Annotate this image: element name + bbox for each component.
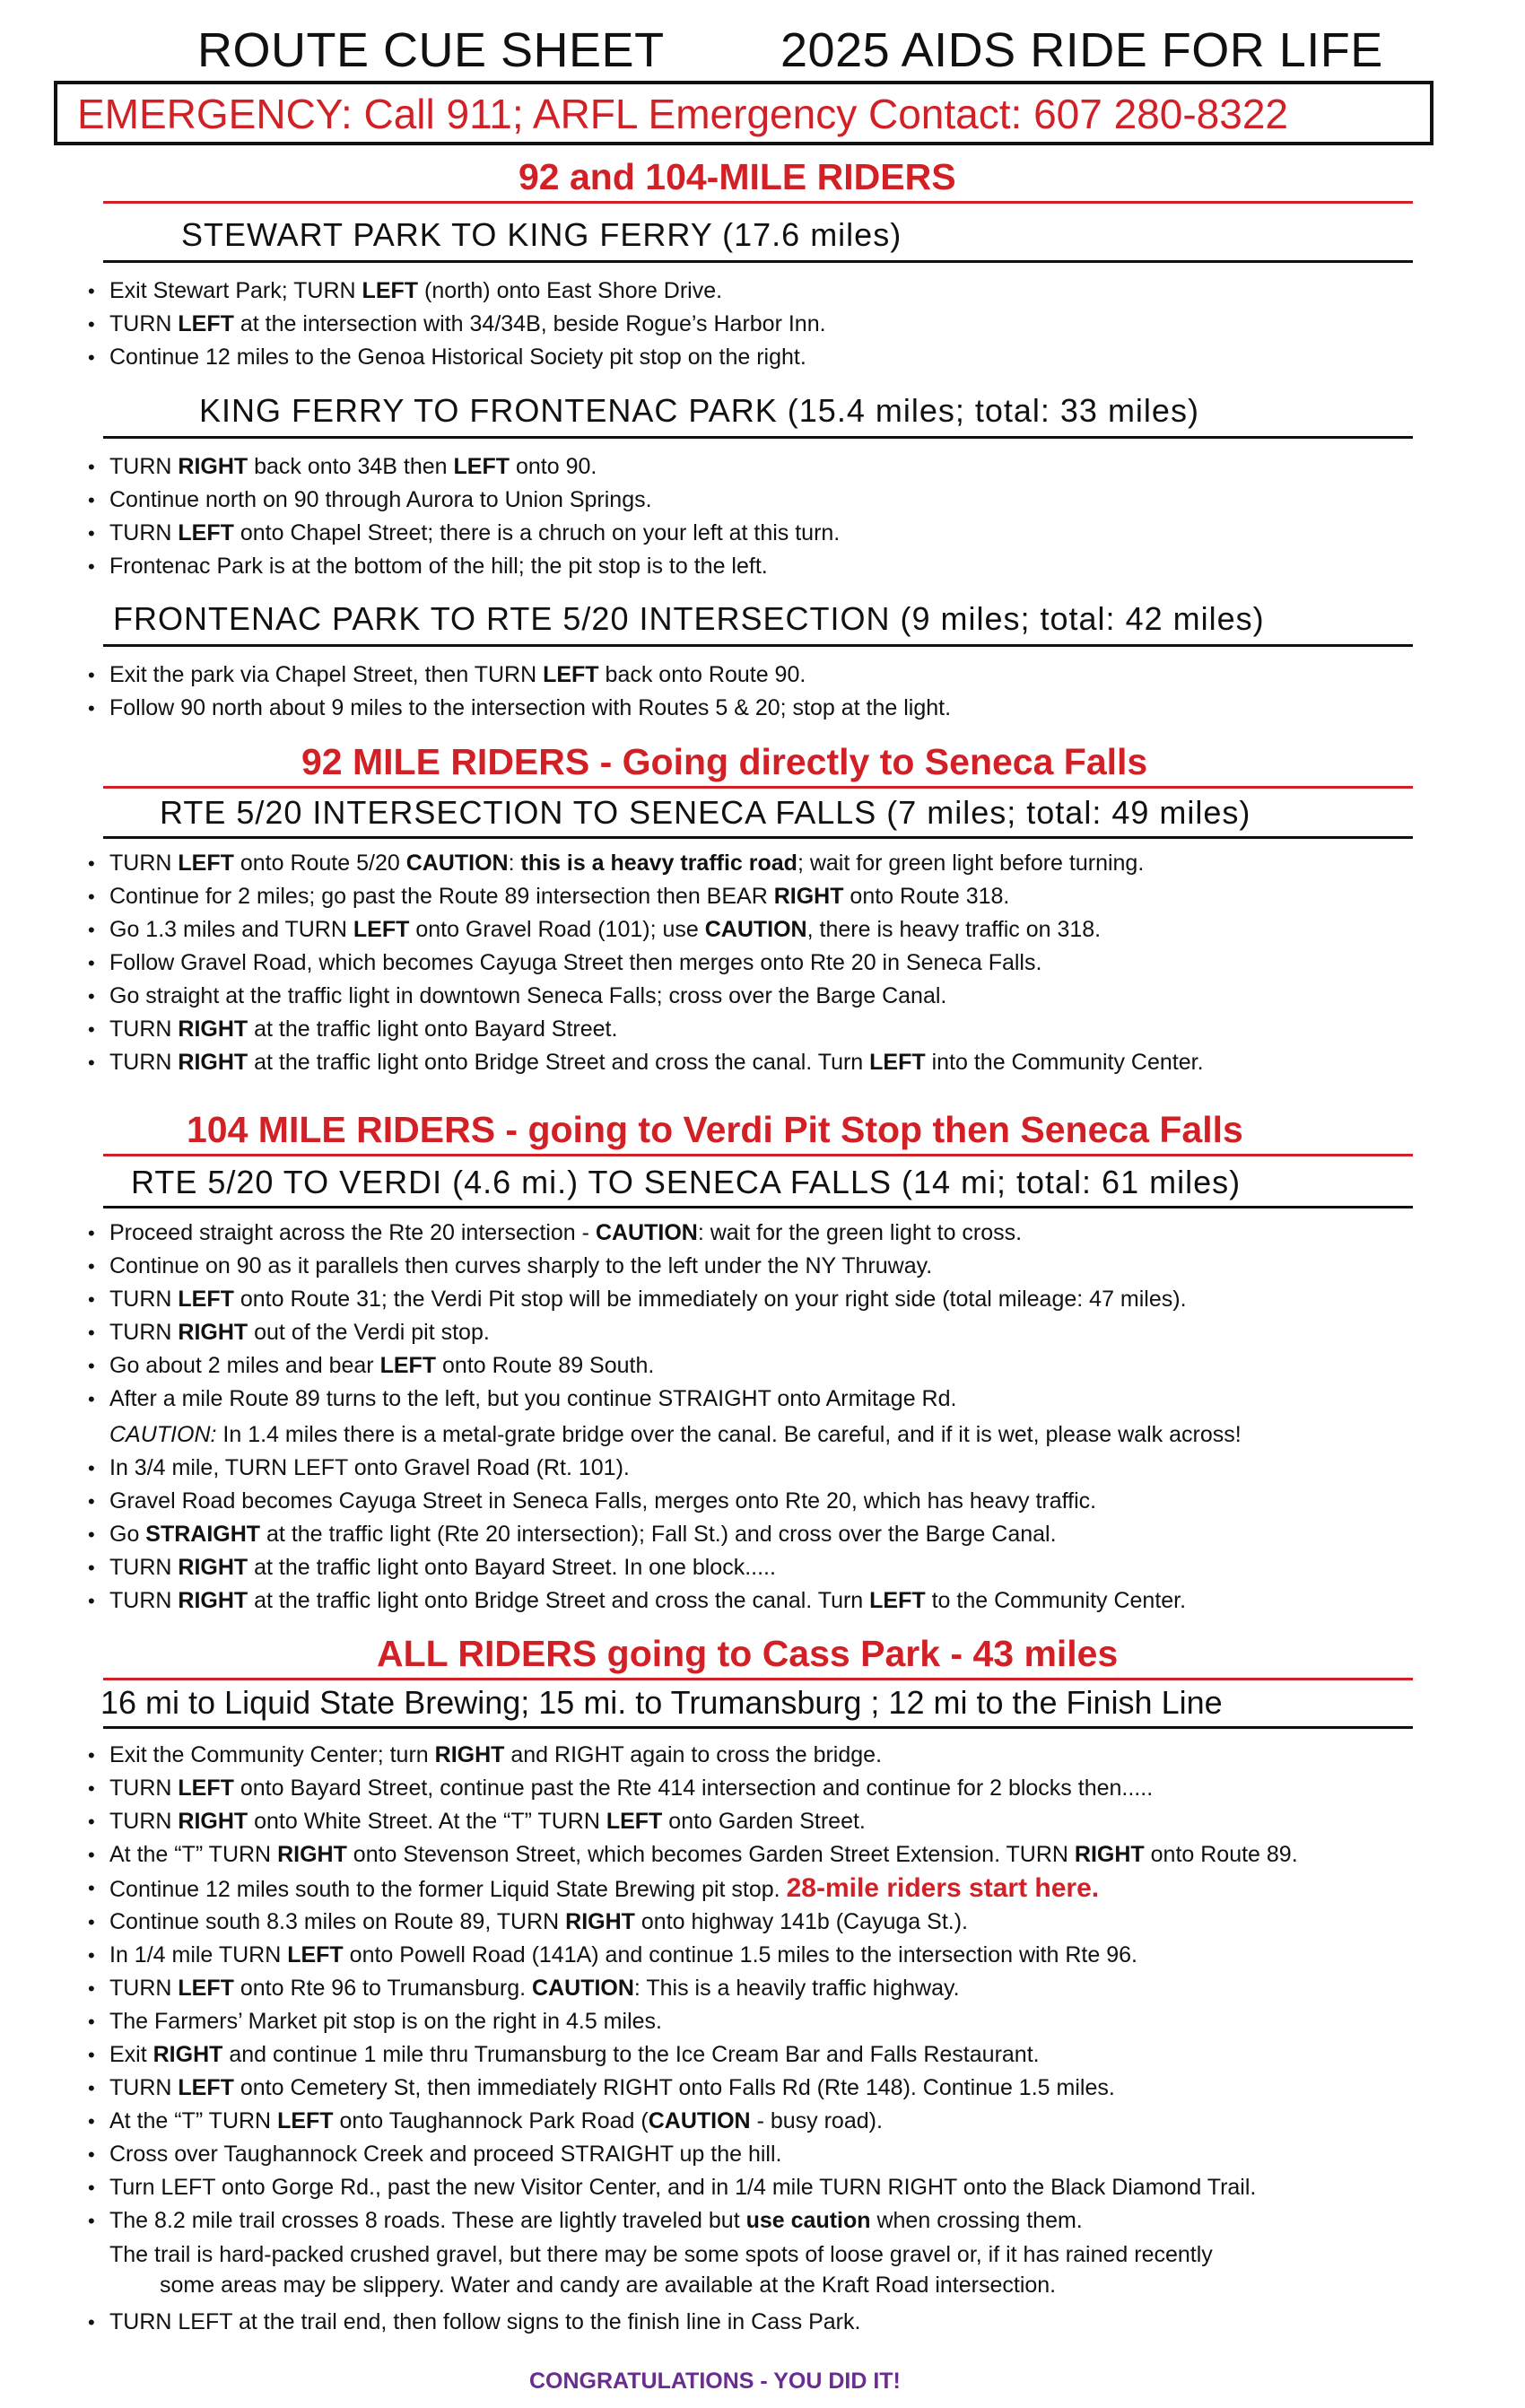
list-item	[88, 2306, 860, 2339]
list-item	[88, 1383, 1187, 1416]
bold-term: LEFT	[869, 1588, 926, 1613]
list-item	[88, 913, 1204, 947]
list-item	[88, 659, 951, 692]
bold-term: RIGHT	[434, 1742, 505, 1767]
list-item	[88, 450, 840, 484]
cue-text: - busy road).	[750, 2108, 883, 2133]
cue-text: (north) onto East Shore Drive.	[418, 278, 723, 303]
list-item	[88, 947, 1204, 980]
cue-text: Go straight at the traffic light in downtown Seneca Falls; cross over the Barge Canal.	[109, 983, 947, 1008]
cue-text: onto Route 31; the Verdi Pit stop will be immediately on your right side (total mileage: 47 miles).	[233, 1287, 1187, 1312]
bold-term: CAUTION	[405, 851, 509, 876]
cue-text: TURN	[109, 1555, 179, 1580]
cue-text: The Farmers’ Market pit stop is on the right in 4.5 miles.	[109, 2009, 662, 2034]
cue-list-last	[88, 2306, 860, 2339]
cue-text: TURN	[109, 1775, 179, 1801]
list-item	[88, 275, 826, 308]
cue-text: : This is a heavily traffic highway.	[633, 1976, 960, 2001]
cue-text: back onto 34B then	[248, 454, 454, 479]
bold-term: RIGHT	[565, 1909, 635, 1934]
list-item	[88, 1871, 1099, 1906]
cue-text: Continue south 8.3 miles on Route 89, TURN	[109, 1909, 566, 1934]
list-item	[88, 980, 1204, 1013]
black-rule	[103, 1206, 1413, 1208]
list-item	[88, 1584, 1186, 1618]
bold-term: RIGHT	[178, 454, 248, 479]
cue-text: ; wait for green light before turning.	[797, 851, 1145, 876]
cue-text: In 3/4 mile, TURN LEFT onto Gravel Road (Rt. 101).	[109, 1455, 630, 1480]
list-item	[88, 1250, 1187, 1283]
cue-text: TURN	[109, 1588, 179, 1613]
cue-text: and RIGHT again to cross the bridge.	[504, 1742, 883, 1767]
cue-text: Follow Gravel Road, which becomes Cayuga Street then merges onto Rte 20 in Seneca Falls.	[109, 950, 1042, 975]
sheet-title	[0, 23, 1525, 77]
list-item	[88, 1551, 1186, 1584]
cue-text: Frontenac Park is at the bottom of the hill; the pit stop is to the left.	[109, 554, 768, 579]
list-item	[88, 308, 826, 341]
cue-list-s2	[88, 450, 840, 583]
cue-text: At the “T” TURN	[109, 1842, 278, 1867]
list-item	[88, 1805, 1298, 1838]
list-item	[88, 2005, 1256, 2038]
caution-note	[88, 1419, 1242, 1450]
bold-term: RIGHT	[1074, 1842, 1145, 1867]
bold-term: RIGHT	[773, 884, 844, 909]
cue-list-s5b	[88, 1452, 1186, 1618]
bold-term: RIGHT	[277, 1842, 347, 1867]
cue-text: out of the Verdi pit stop.	[248, 1320, 490, 1345]
cue-text: onto Chapel Street; there is a chruch on your left at this turn.	[233, 520, 841, 545]
cue-text: TURN	[109, 1050, 179, 1075]
cue-text: Continue on 90 as it parallels then curves sharply to the left under the NY Thruway.	[109, 1253, 933, 1278]
cue-text: TURN	[109, 520, 179, 545]
cue-text: onto Stevenson Street, which becomes Garden Street Extension. TURN	[346, 1842, 1075, 1867]
cue-text: to the Community Center.	[925, 1588, 1187, 1613]
list-item	[88, 1772, 1298, 1805]
cue-text: onto Gravel Road (101); use	[409, 917, 705, 942]
cue-text: at the traffic light onto Bridge Street and cross the canal. Turn	[248, 1588, 870, 1613]
caution-text: In 1.4 miles there is a metal-grate bridge over the canal. Be careful, and if it is wet, please walk across!	[216, 1422, 1242, 1447]
cue-text: In 1/4 mile TURN	[109, 1942, 288, 1967]
title-left: ROUTE CUE SHEET	[197, 23, 665, 77]
bold-term: LEFT	[353, 917, 410, 942]
list-item	[88, 1972, 1256, 2005]
list-item	[88, 1518, 1186, 1551]
caution-label: CAUTION:	[109, 1422, 217, 1447]
cue-text: onto Garden Street.	[662, 1809, 866, 1834]
list-item	[88, 517, 840, 550]
bold-term: RIGHT	[178, 1555, 248, 1580]
cue-text: onto Route 89 South.	[436, 1353, 655, 1378]
cue-text: Go	[109, 1522, 146, 1547]
cue-text: onto 90.	[510, 454, 597, 479]
cue-text: onto Cemetery St, then immediately RIGHT onto Falls Rd (Rte 148). Continue 1.5 miles.	[233, 2075, 1115, 2100]
list-item	[88, 1838, 1298, 1871]
bold-term: RIGHT	[178, 1016, 248, 1042]
cue-text: The 8.2 mile trail crosses 8 roads. These are lightly traveled but	[109, 2208, 746, 2233]
cue-text: at the intersection with 34/34B, beside Rogue’s Harbor Inn.	[233, 311, 826, 336]
trail-line-2: The trail is hard-packed crushed gravel, but there may be some spots of loose gravel or, if it has rained recently	[109, 2242, 1213, 2267]
red-rule	[103, 1678, 1413, 1680]
list-item	[88, 1485, 1186, 1518]
cue-text: onto Bayard Street, continue past the Rte 414 intersection and continue for 2 blocks then.....	[233, 1775, 1154, 1801]
bold-term: LEFT	[178, 1976, 234, 2001]
cue-text: onto Rte 96 to Trumansburg.	[233, 1976, 533, 2001]
cue-text: Follow 90 north about 9 miles to the intersection with Routes 5 & 20; stop at the light.	[109, 695, 952, 720]
black-rule	[103, 1726, 1413, 1729]
list-item	[88, 692, 951, 725]
cue-text: onto Route 89.	[1144, 1842, 1298, 1867]
list-item	[88, 1217, 1187, 1250]
cue-text: TURN	[109, 851, 179, 876]
bold-term: RIGHT	[152, 2042, 223, 2067]
bold-term: LEFT	[178, 851, 234, 876]
cue-text: Continue for 2 miles; go past the Route 89 intersection then BEAR	[109, 884, 774, 909]
cue-text: TURN	[109, 1976, 179, 2001]
cue-text: at the traffic light (Rte 20 intersection); Fall St.) and cross over the Barge Canal.	[260, 1522, 1057, 1547]
bold-term: LEFT	[178, 1775, 234, 1801]
list-item	[88, 1939, 1256, 1972]
list-item	[88, 2204, 1256, 2238]
subhead-frontenac-rte520: FRONTENAC PARK TO RTE 5/20 INTERSECTION (9 miles; total: 42 miles)	[113, 600, 1265, 637]
list-item	[88, 2038, 1256, 2072]
cue-list-s4	[88, 847, 1204, 1079]
cue-text: TURN	[109, 454, 179, 479]
cue-text: Continue north on 90 through Aurora to Union Springs.	[109, 487, 652, 512]
bold-term: LEFT	[379, 1353, 437, 1378]
list-item	[88, 1283, 1187, 1316]
cue-text: , there is heavy traffic on 318.	[806, 917, 1102, 942]
cue-text: TURN	[109, 2075, 179, 2100]
brewing-cue: Continue 12 miles south to the former Liquid State Brewing pit stop.	[109, 1877, 780, 1902]
heading-all-riders: ALL RIDERS going to Cass Park - 43 miles	[377, 1633, 1119, 1674]
title-right: 2025 AIDS RIDE FOR LIFE	[780, 23, 1383, 77]
subhead-cass-park: 16 mi to Liquid State Brewing; 15 mi. to Trumansburg ; 12 mi to the Finish Line	[100, 1684, 1223, 1721]
cue-text: when crossing them.	[870, 2208, 1083, 2233]
bold-term: LEFT	[869, 1050, 926, 1075]
bold-term: LEFT	[606, 1809, 663, 1834]
cue-text: After a mile Route 89 turns to the left, but you continue STRAIGHT onto Armitage Rd.	[109, 1386, 957, 1411]
bold-term: RIGHT	[178, 1588, 248, 1613]
cue-text: :	[508, 851, 521, 876]
red-rule	[103, 201, 1413, 204]
subhead-stewart-king-ferry: STEWART PARK TO KING FERRY (17.6 miles)	[181, 216, 902, 253]
emergency-text: EMERGENCY: Call 911; ARFL Emergency Contact: 607 280-8322	[77, 91, 1288, 137]
bold-term: use caution	[745, 2208, 871, 2233]
cue-text: Gravel Road becomes Cayuga Street in Seneca Falls, merges onto Rte 20, which has heavy traffic.	[109, 1488, 1097, 1514]
list-item	[88, 880, 1204, 913]
cue-text: Go 1.3 miles and TURN	[109, 917, 353, 942]
heading-92-mile: 92 MILE RIDERS - Going directly to Seneca Falls	[301, 741, 1148, 782]
bold-term: LEFT	[178, 311, 234, 336]
congrats-text: CONGRATULATIONS - YOU DID IT!	[529, 2369, 901, 2394]
bold-term: LEFT	[277, 2108, 334, 2133]
list-item	[88, 341, 826, 374]
cue-list-s6	[88, 1739, 1298, 1871]
cue-text: Exit	[109, 2042, 153, 2067]
list-item	[88, 1739, 1298, 1772]
black-rule	[103, 644, 1413, 647]
list-item	[88, 1316, 1187, 1349]
cue-text: Exit Stewart Park; TURN	[109, 278, 362, 303]
cue-text: TURN	[109, 1809, 179, 1834]
cue-text: TURN	[109, 1287, 179, 1312]
cue-text: Go about 2 miles and bear	[109, 1353, 380, 1378]
cue-text: onto Route 318.	[843, 884, 1010, 909]
list-item	[88, 1046, 1204, 1079]
list-item	[88, 1349, 1187, 1383]
cue-text: at the traffic light onto Bayard Street.	[248, 1016, 618, 1042]
cue-list-s3	[88, 659, 951, 725]
bold-term: RIGHT	[178, 1320, 248, 1345]
heading-92-104: 92 and 104-MILE RIDERS	[518, 156, 956, 197]
cue-list-brewing	[88, 1871, 1099, 1906]
bold-term: STRAIGHT	[145, 1522, 261, 1547]
cue-text: onto highway 141b (Cayuga St.).	[634, 1909, 968, 1934]
cue-text: into the Community Center.	[925, 1050, 1204, 1075]
bold-term: RIGHT	[178, 1050, 248, 1075]
bold-term: RIGHT	[178, 1809, 248, 1834]
emergency-box	[54, 81, 1434, 145]
bold-term: LEFT	[178, 520, 234, 545]
list-item	[88, 1013, 1204, 1046]
heading-104-mile: 104 MILE RIDERS - going to Verdi Pit Stop then Seneca Falls	[187, 1109, 1243, 1150]
bold-term: CAUTION	[532, 1976, 634, 2001]
black-rule	[103, 836, 1413, 839]
list-item	[88, 2072, 1256, 2105]
cue-text: TURN	[109, 1016, 179, 1042]
start-note: 28-mile riders start here.	[786, 1873, 1100, 1903]
bold-term: CAUTION	[648, 2108, 751, 2133]
subhead-rte520-seneca: RTE 5/20 INTERSECTION TO SENECA FALLS (7 miles; total: 49 miles)	[160, 794, 1251, 831]
bold-term: LEFT	[178, 2075, 234, 2100]
cue-text: Proceed straight across the Rte 20 intersection -	[109, 1220, 596, 1245]
red-rule	[103, 1154, 1413, 1156]
bold-term: this is a heavy traffic road	[520, 851, 797, 876]
cue-text: Exit the park via Chapel Street, then TURN	[109, 662, 544, 687]
cue-text: onto White Street. At the “T” TURN	[248, 1809, 606, 1834]
subhead-king-ferry-frontenac: KING FERRY TO FRONTENAC PARK (15.4 miles; total: 33 miles)	[199, 392, 1199, 429]
black-rule	[103, 436, 1413, 439]
cue-text: onto Taughannock Park Road (	[333, 2108, 649, 2133]
cue-text: Cross over Taughannock Creek and proceed STRAIGHT up the hill.	[109, 2142, 782, 2167]
cue-text: : wait for the green light to cross.	[697, 1220, 1023, 1245]
list-item	[88, 1906, 1256, 1939]
list-item	[88, 2138, 1256, 2171]
list-item	[88, 2105, 1256, 2138]
cue-text: Exit the Community Center; turn	[109, 1742, 435, 1767]
cue-text: onto Powell Road (141A) and continue 1.5 miles to the intersection with Rte 96.	[343, 1942, 1137, 1967]
cue-text: back onto Route 90.	[598, 662, 806, 687]
cue-list-s1	[88, 275, 826, 374]
cue-list-s6b	[88, 1906, 1256, 2238]
list-item	[88, 847, 1204, 880]
cue-text: At the “T” TURN	[109, 2108, 278, 2133]
bold-term: LEFT	[362, 278, 419, 303]
list-item	[88, 1452, 1186, 1485]
cue-text: Continue 12 miles to the Genoa Historical Society pit stop on the right.	[109, 345, 806, 370]
red-rule	[103, 786, 1413, 789]
last-cue: TURN LEFT at the trail end, then follow signs to the finish line in Cass Park.	[109, 2309, 861, 2334]
cue-text: at the traffic light onto Bayard Street. In one block.....	[248, 1555, 776, 1580]
bold-term: LEFT	[287, 1942, 344, 1967]
cue-text: Turn LEFT onto Gorge Rd., past the new Visitor Center, and in 1/4 mile TURN RIGHT onto the Black Diamond Trail.	[109, 2175, 1257, 2200]
list-item	[88, 2171, 1256, 2204]
list-item	[88, 550, 840, 583]
bold-term: LEFT	[453, 454, 510, 479]
black-rule	[103, 260, 1413, 263]
cue-text: TURN	[109, 1320, 179, 1345]
cue-text: and continue 1 mile thru Trumansburg to the Ice Cream Bar and Falls Restaurant.	[222, 2042, 1040, 2067]
cue-text: onto Route 5/20	[233, 851, 406, 876]
cue-list-s5	[88, 1217, 1187, 1416]
bold-term: CAUTION	[704, 917, 807, 942]
bold-term: LEFT	[178, 1287, 234, 1312]
cue-text: at the traffic light onto Bridge Street and cross the canal. Turn	[248, 1050, 870, 1075]
list-item	[88, 484, 840, 517]
bold-term: CAUTION	[595, 1220, 698, 1245]
cue-text: TURN	[109, 311, 179, 336]
trail-line-3: some areas may be slippery. Water and candy are available at the Kraft Road intersection.	[160, 2273, 1057, 2298]
subhead-rte520-verdi: RTE 5/20 TO VERDI (4.6 mi.) TO SENECA FALLS (14 mi; total: 61 miles)	[131, 1164, 1242, 1200]
bold-term: LEFT	[543, 662, 599, 687]
